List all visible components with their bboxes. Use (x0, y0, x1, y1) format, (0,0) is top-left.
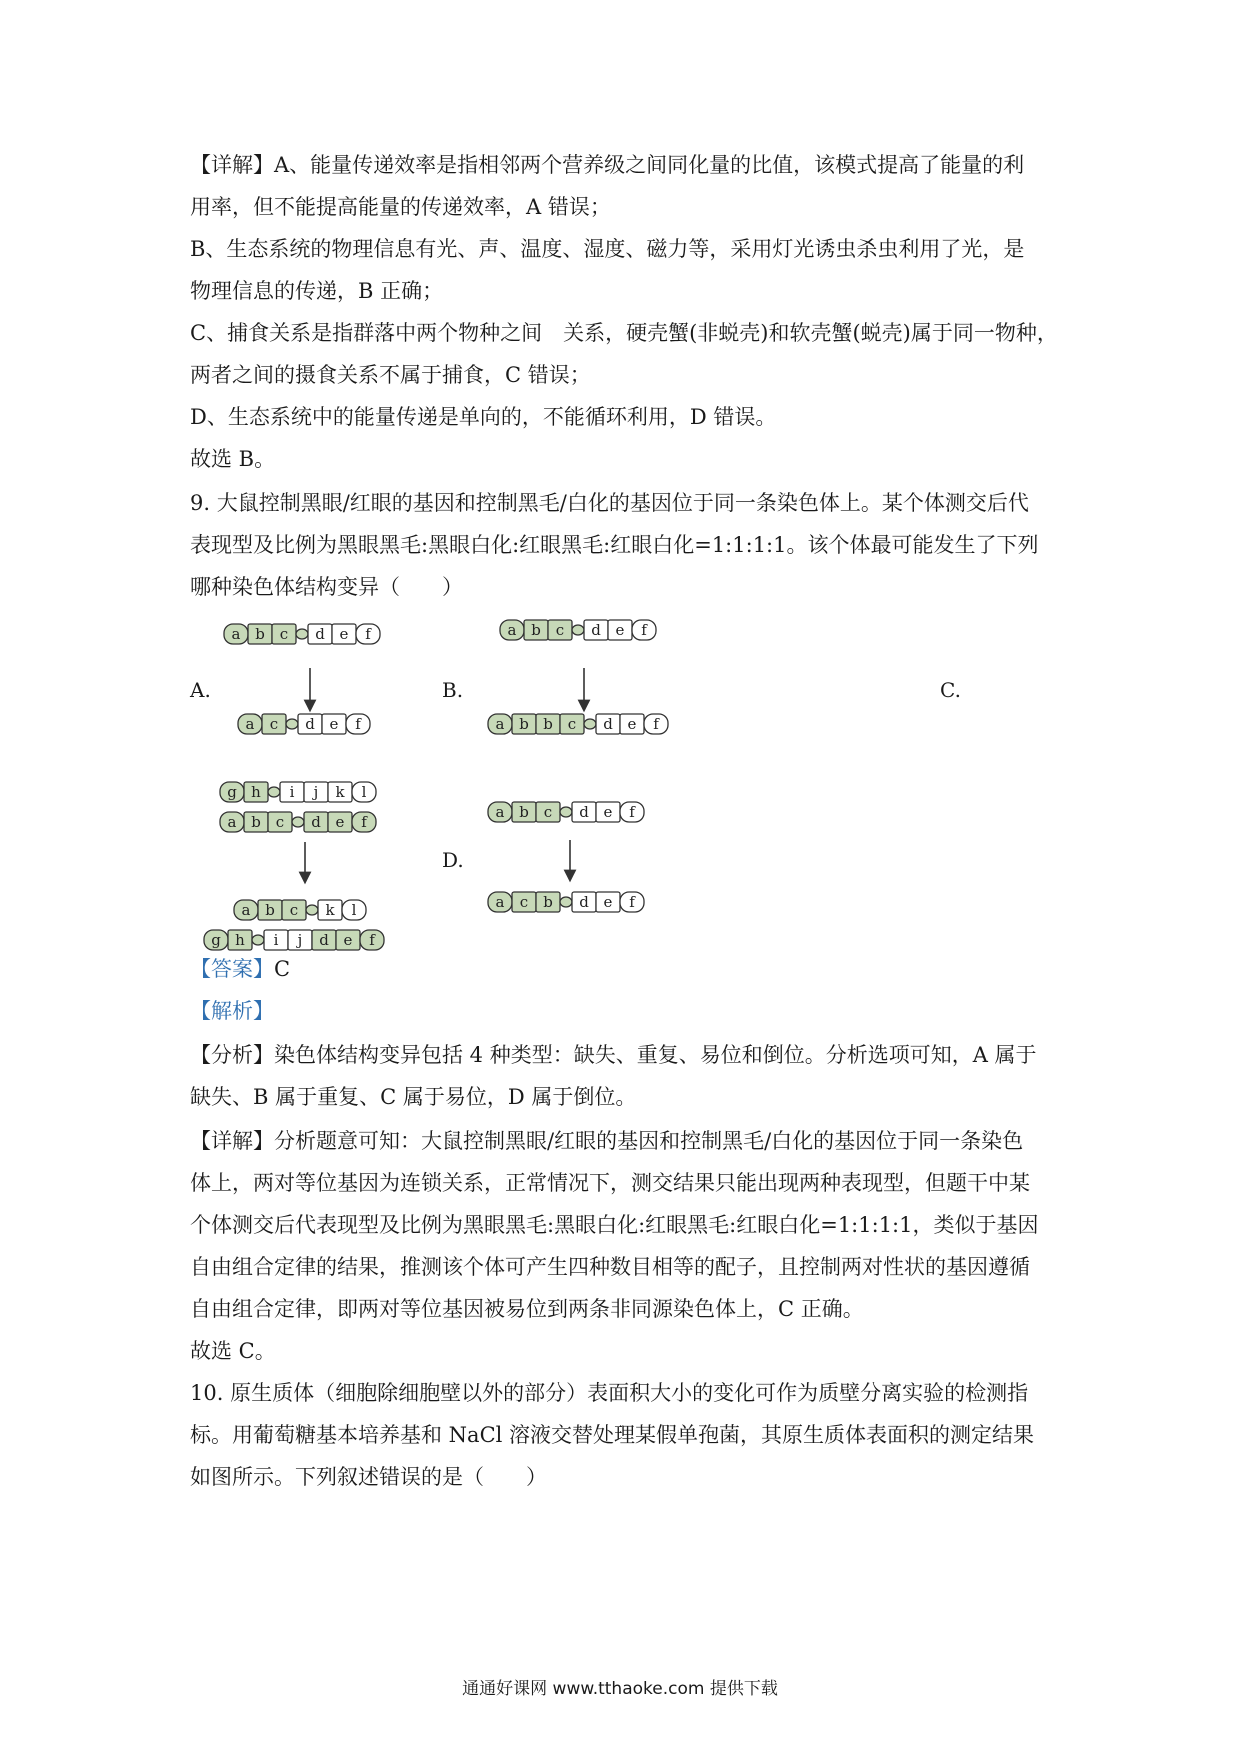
answer-tag: 【答案】 (190, 957, 274, 981)
centromere (584, 719, 596, 729)
gene-label: g (211, 931, 221, 949)
question-9-line-2: 表现型及比例为黑眼黑毛:黑眼白化:红眼黑毛:红眼白化=1:1:1:1。该个体最可能发生了下列 (190, 533, 1039, 557)
gene-label: d (603, 715, 613, 733)
chromosome-a-bottom (238, 714, 370, 734)
question-10-line-2: 标。用葡萄糖基本培养基和 NaCl 溶液交替处理某假单孢菌，其原生质体表面积的测定结果 (190, 1423, 1035, 1447)
question-10-line-1: 10. 原生质体（细胞除细胞壁以外的部分）表面积大小的变化可作为质壁分离实验的检测指 (190, 1381, 1029, 1405)
question-9-line-3: 哪种染色体结构变异（ ） (190, 575, 463, 599)
centromere (306, 905, 318, 915)
gene-label: b (255, 625, 265, 643)
centromere (560, 807, 572, 817)
gene-label: d (579, 893, 589, 911)
gene-label: f (365, 625, 371, 643)
gene-label: d (579, 803, 589, 821)
gene-label: d (311, 813, 321, 831)
analysis-line-2: 缺失、B 属于重复、C 属于易位，D 属于倒位。 (190, 1085, 637, 1109)
gene-label: e (339, 625, 349, 643)
gene-label: f (629, 803, 635, 821)
gene-label: d (305, 715, 315, 733)
chromosome-a-top (224, 624, 380, 644)
explain-line-2: 用率，但不能提高能量的传递效率，A 错误； (190, 195, 611, 219)
option-c-label: C. (940, 678, 961, 702)
chromosome-c-top2 (220, 812, 376, 832)
gene-label: a (495, 715, 505, 733)
gene-label: a (507, 621, 517, 639)
detail-line-2: 体上，两对等位基因为连锁关系，正常情况下，测交结果只能出现两种表现型，但题干中某 (190, 1171, 1030, 1195)
gene-label: a (495, 893, 505, 911)
analysis-sub-tag: 【分析】 (190, 1043, 274, 1067)
gene-label: c (279, 625, 289, 643)
gene-label: f (629, 893, 635, 911)
gene-label: i (273, 931, 279, 949)
gene-label: e (615, 621, 625, 639)
gene-label: k (335, 783, 345, 801)
gene-label: f (641, 621, 647, 639)
gene-label: a (245, 715, 255, 733)
gene-label: c (275, 813, 285, 831)
gene-label: d (315, 625, 325, 643)
gene-label: c (567, 715, 577, 733)
detail-line-6: 故选 C。 (190, 1339, 276, 1363)
centromere (286, 719, 298, 729)
gene-label: e (335, 813, 345, 831)
chromosome-d-top (488, 802, 644, 822)
option-a-label: A. (190, 678, 211, 702)
gene-label: b (543, 893, 553, 911)
gene-label: e (627, 715, 637, 733)
gene-label: b (265, 901, 275, 919)
detail-line-1: 【详解】分析题意可知：大鼠控制黑眼/红眼的基因和控制黑毛/白化的基因位于同一条染色 (190, 1129, 1024, 1153)
gene-label: e (603, 893, 613, 911)
gene-label: b (519, 715, 529, 733)
gene-label: b (251, 813, 261, 831)
question-10-line-3: 如图所示。下列叙述错误的是（ ） (190, 1465, 547, 1489)
chromosome-c-bottom1 (234, 900, 366, 920)
centromere (296, 629, 308, 639)
gene-label: b (519, 803, 529, 821)
gene-label: f (355, 715, 361, 733)
analysis-line-1: 【分析】染色体结构变异包括 4 种类型：缺失、重复、易位和倒位。分析选项可知，A 属于 (190, 1043, 1037, 1067)
gene-label: j (297, 931, 303, 949)
chromosome-b-bottom (488, 714, 668, 734)
explain-line-1: 【详解】A、能量传递效率是指相邻两个营养级之间同化量的比值，该模式提高了能量的利 (190, 153, 1025, 177)
gene-label: k (325, 901, 335, 919)
gene-label: h (251, 783, 261, 801)
gene-label: e (343, 931, 353, 949)
chromosome-b-top (500, 620, 656, 640)
centromere (292, 817, 304, 827)
explain-line-4: 物理信息的传递，B 正确； (190, 279, 444, 303)
gene-label: l (361, 783, 367, 801)
centromere (560, 897, 572, 907)
gene-label: f (361, 813, 367, 831)
chromosome-c-top1 (220, 782, 376, 802)
gene-label: c (543, 803, 553, 821)
gene-label: j (313, 783, 319, 801)
centromere (572, 625, 584, 635)
gene-label: a (231, 625, 241, 643)
gene-label: e (329, 715, 339, 733)
option-b-label: B. (442, 678, 464, 702)
detail-tag-2: 【详解】 (190, 1129, 274, 1153)
centromere (268, 787, 280, 797)
answer-line (190, 956, 290, 982)
chromosome-d-bottom (488, 892, 644, 912)
gene-label: d (319, 931, 329, 949)
detail-line-4: 自由组合定律的结果，推测该个体可产生四种数目相等的配子，且控制两对性状的基因遵循 (190, 1255, 1030, 1279)
gene-label: g (227, 783, 237, 801)
explain-line-3: B、生态系统的物理信息有光、声、温度、湿度、磁力等，采用灯光诱虫杀虫利用了光，是 (190, 237, 1025, 261)
gene-label: f (369, 931, 375, 949)
explain-line-8: 故选 B。 (190, 447, 276, 471)
gene-label: a (227, 813, 237, 831)
gene-label: a (495, 803, 505, 821)
gene-label: c (269, 715, 279, 733)
gene-label: c (289, 901, 299, 919)
gene-label: c (519, 893, 529, 911)
gene-label: e (603, 803, 613, 821)
question-9-line-1: 9. 大鼠控制黑眼/红眼的基因和控制黑毛/白化的基因位于同一条染色体上。某个体测交后代 (190, 491, 1029, 515)
detail-line-5: 自由组合定律，即两对等位基因被易位到两条非同源染色体上，C 正确。 (190, 1297, 864, 1321)
detail-line-3: 个体测交后代表现型及比例为黑眼黑毛:黑眼白化:红眼黑毛:红眼白化=1:1:1:1，类似于基因 (190, 1213, 1039, 1237)
gene-label: h (235, 931, 245, 949)
chromosome-c-bottom2 (204, 930, 384, 950)
explain-line-6: 两者之间的摄食关系不属于捕食，C 错误； (190, 363, 591, 387)
explain-line-7: D、生态系统中的能量传递是单向的，不能循环利用，D 错误。 (190, 405, 777, 429)
analysis-tag: 【解析】 (190, 999, 274, 1023)
gene-label: l (351, 901, 357, 919)
gene-label: d (591, 621, 601, 639)
answer-value: C (274, 957, 291, 981)
explain-line-5: C、捕食关系是指群落中两个物种之间 关系，硬壳蟹(非蜕壳)和软壳蟹(蜕壳)属于同一物种， (190, 321, 1058, 345)
option-d-label: D. (442, 848, 464, 872)
gene-label: c (555, 621, 565, 639)
detail-tag: 【详解】 (190, 153, 274, 177)
gene-label: b (543, 715, 553, 733)
gene-label: a (241, 901, 251, 919)
footer-credit: 通通好课网 www.tthaoke.com 提供下载 (462, 1679, 778, 1699)
gene-label: f (653, 715, 659, 733)
centromere (252, 935, 264, 945)
gene-label: b (531, 621, 541, 639)
gene-label: i (289, 783, 295, 801)
